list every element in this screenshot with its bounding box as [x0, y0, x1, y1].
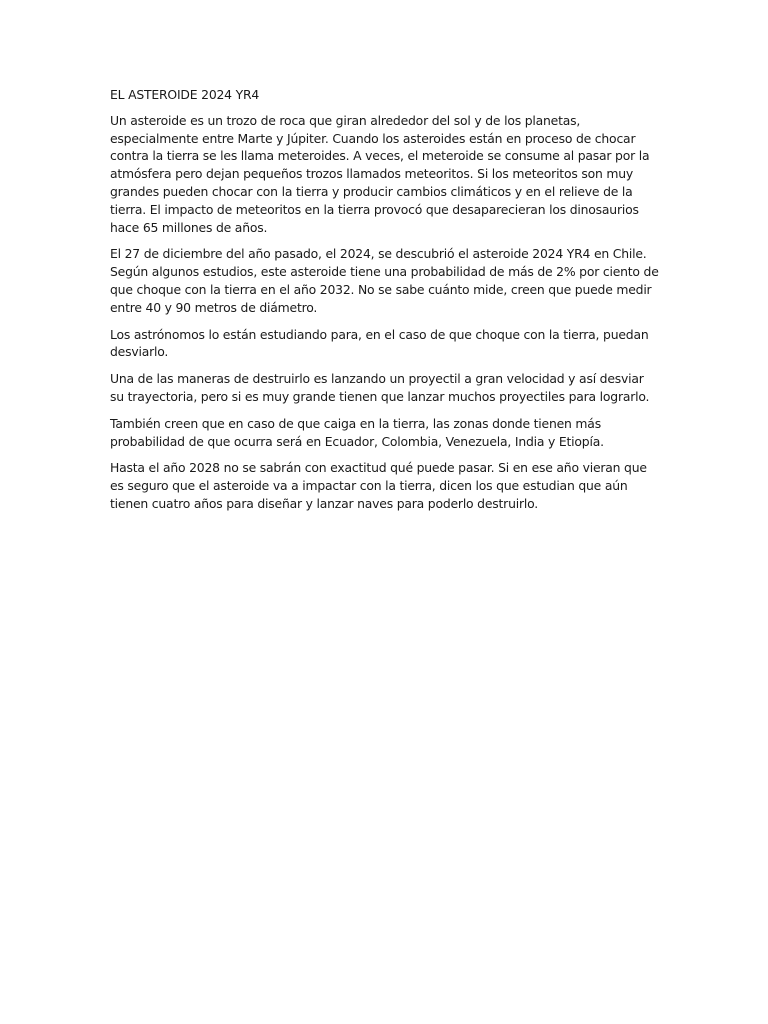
paragraph-3: Los astrónomos lo están estudiando para, en el caso de que choque con la tierra, puedan desviarlo.: [110, 326, 649, 360]
paragraph-2: El 27 de diciembre del año pasado, el 2024, se descubrió el asteroide 2024 YR4 en Chile. Según algunos estudios, este asteroide tiene una probabilidad de más de 2% por ciento de que choque con la tierra en el año 2032. No se sabe cuánto mide, creen que puede medir entre 40 y 90 metros de diámetro.: [110, 246, 659, 315]
paragraph-5: También creen que en caso de que caiga en la tierra, las zonas donde tienen más probabilidad de que ocurra será en Ecuador, Colombia, Venezuela, India y Etiopía.: [110, 415, 604, 449]
paragraph-1: Un asteroide es un trozo de roca que giran alrededor del sol y de los planetas, especialmente entre Marte y Júpiter. Cuando los asteroides están en proceso de chocar contra la tierra se les llama meteroides. A veces, el meteroide se consume al pasar por la atmósfera pero dejan pequeños trozos llamados meteoritos. Si los meteoritos son muy grandes pueden chocar con la tierra y producir cambios climáticos y en el relieve de la tierra. El impacto de meteoritos en la tierra provocó que desaparecieran los dinosaurios hace 65 millones de años.: [110, 112, 650, 235]
paragraph-6: Hasta el año 2028 no se sabrán con exactitud qué puede pasar. Si en ese año vieran que es seguro que el asteroide va a impactar con la tierra, dicen los que estudian que aún tienen cuatro años para diseñar y lanzar naves para poderlo destruirlo.: [110, 460, 647, 511]
document-body: [110, 86, 660, 522]
paragraph-4: Una de las maneras de destruirlo es lanzando un proyectil a gran velocidad y así desviar su trayectoria, pero si es muy grande tienen que lanzar muchos proyectiles para lograrlo.: [110, 371, 650, 404]
document-title: EL ASTEROIDE 2024 YR4: [110, 87, 260, 102]
